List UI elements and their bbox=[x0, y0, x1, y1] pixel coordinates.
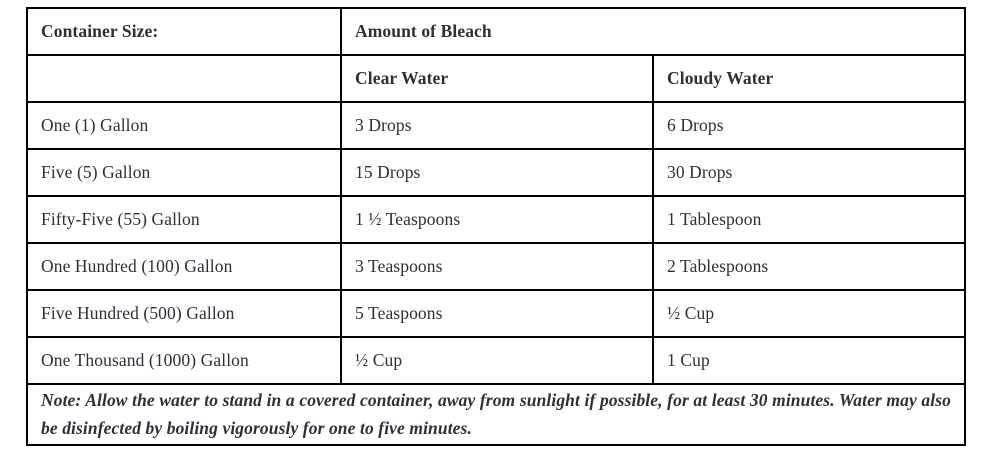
cell-cloudy: 2 Tablespoons bbox=[653, 243, 965, 290]
table-row bbox=[27, 196, 965, 243]
subheader-row bbox=[27, 55, 965, 102]
note-row bbox=[27, 384, 965, 445]
header-clear-water: Clear Water bbox=[341, 55, 653, 102]
cell-cloudy: 1 Tablespoon bbox=[653, 196, 965, 243]
table-row bbox=[27, 290, 965, 337]
cell-clear: 15 Drops bbox=[341, 149, 653, 196]
subheader-empty-cell bbox=[27, 55, 341, 102]
cell-clear: ½ Cup bbox=[341, 337, 653, 384]
cell-container: Fifty-Five (55) Gallon bbox=[27, 196, 341, 243]
cell-cloudy: 30 Drops bbox=[653, 149, 965, 196]
cell-container: Five (5) Gallon bbox=[27, 149, 341, 196]
cell-cloudy: 6 Drops bbox=[653, 102, 965, 149]
table-row bbox=[27, 243, 965, 290]
table-row bbox=[27, 149, 965, 196]
header-cloudy-water: Cloudy Water bbox=[653, 55, 965, 102]
cell-container: One Hundred (100) Gallon bbox=[27, 243, 341, 290]
bleach-disinfection-table bbox=[26, 7, 966, 446]
cell-clear: 3 Teaspoons bbox=[341, 243, 653, 290]
cell-cloudy: 1 Cup bbox=[653, 337, 965, 384]
header-container-size: Container Size: bbox=[27, 8, 341, 55]
cell-container: Five Hundred (500) Gallon bbox=[27, 290, 341, 337]
cell-cloudy: ½ Cup bbox=[653, 290, 965, 337]
cell-container: One (1) Gallon bbox=[27, 102, 341, 149]
table-row bbox=[27, 337, 965, 384]
cell-clear: 1 ½ Teaspoons bbox=[341, 196, 653, 243]
header-row bbox=[27, 8, 965, 55]
cell-clear: 3 Drops bbox=[341, 102, 653, 149]
cell-clear: 5 Teaspoons bbox=[341, 290, 653, 337]
table-row bbox=[27, 102, 965, 149]
note-text: Note: Allow the water to stand in a covered container, away from sunlight if possible, for at least 30 minutes. Water may also be disinfected by boiling vigorously for one to five minutes. bbox=[27, 384, 965, 445]
cell-container: One Thousand (1000) Gallon bbox=[27, 337, 341, 384]
header-amount-of-bleach: Amount of Bleach bbox=[341, 8, 965, 55]
